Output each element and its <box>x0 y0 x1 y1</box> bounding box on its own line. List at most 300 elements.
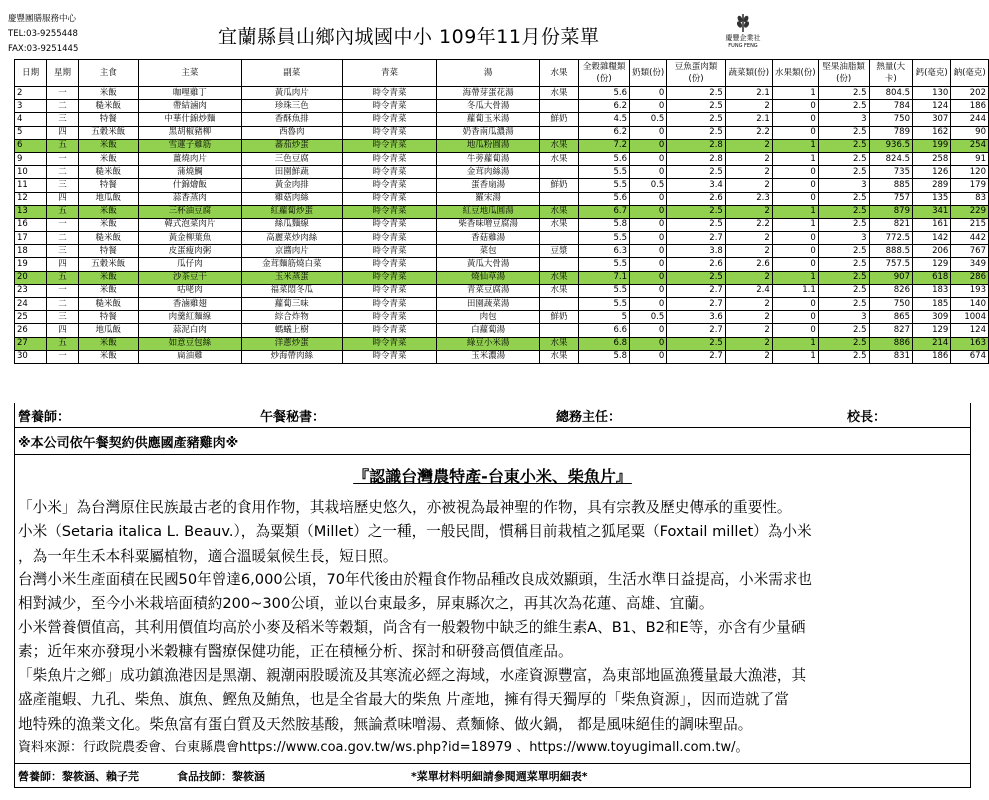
menu-cell: 2 <box>15 87 47 100</box>
menu-cell: 時令青菜 <box>342 232 437 245</box>
menu-cell: 水果 <box>539 284 578 297</box>
menu-cell: 0 <box>772 298 818 311</box>
menu-cell: 肉包 <box>437 311 540 324</box>
menu-cell: 5.6 <box>579 87 630 100</box>
menu-row <box>15 350 989 363</box>
menu-cell: 紅蘿蔔炒蛋 <box>241 205 342 218</box>
sign-dietitian: 營養師： <box>18 410 71 425</box>
menu-cell <box>539 232 578 245</box>
column-header: 豆魚蛋肉類(份) <box>667 60 726 87</box>
menu-cell: 一 <box>47 284 78 297</box>
menu-cell: 2.5 <box>667 113 726 126</box>
menu-cell: 紅豆地瓜圓湯 <box>437 205 540 218</box>
menu-cell: 5.8 <box>579 350 630 363</box>
article-paragraph-millet-intro: 「小米」為台灣原住民族最古老的食用作物，其栽培歷史悠久，亦被視為最神聖的作物，具有宗教及歷史傳承的重要性。 小米（Setaria italica L. Beauv.），為粟類（Millet）之一種，一般民間，慣稱目前栽植之狐尾粟（Foxtail millet）為小米 ，為一年生禾本科粟屬植物，適合溫暖氣候生長，短日照。 <box>18 499 812 565</box>
menu-cell: 2 <box>725 179 772 192</box>
menu-cell: 289 <box>912 179 950 192</box>
menu-cell: 5.5 <box>579 179 630 192</box>
menu-cell: 83 <box>951 192 989 205</box>
menu-cell: 865 <box>869 311 912 324</box>
menu-cell: 3 <box>818 311 869 324</box>
menu-cell: 7.2 <box>579 139 630 152</box>
menu-cell: 0.5 <box>629 311 666 324</box>
menu-cell: 京醬肉片 <box>241 245 342 258</box>
menu-cell: 一 <box>47 152 78 165</box>
menu-cell: 水果 <box>539 337 578 350</box>
menu-cell: 蒲燒鯛 <box>138 166 241 179</box>
sign-secretary: 午餐秘書： <box>260 410 326 425</box>
menu-cell: 750 <box>869 113 912 126</box>
menu-cell: 25 <box>15 311 47 324</box>
menu-cell: 0 <box>772 324 818 337</box>
menu-cell: 青菜豆腐湯 <box>437 284 540 297</box>
column-header: 熱量(大卡) <box>869 60 912 87</box>
menu-cell: 柴香味噌豆腐湯 <box>437 218 540 231</box>
article-title-text: 『認識台灣農特產-台東小米、柴魚片』 <box>353 467 632 486</box>
menu-cell: 0 <box>629 100 666 113</box>
menu-cell: 黃金柳葉魚 <box>138 232 241 245</box>
menu-cell: 0 <box>629 298 666 311</box>
menu-cell: 824.5 <box>869 152 912 165</box>
menu-cell: 2.5 <box>818 100 869 113</box>
menu-cell: 肉羹紅麵線 <box>138 311 241 324</box>
menu-cell: 時令青菜 <box>342 179 437 192</box>
menu-cell: 767 <box>951 245 989 258</box>
menu-row <box>15 179 989 192</box>
menu-cell: 2 <box>725 311 772 324</box>
menu-cell: 1 <box>772 271 818 284</box>
menu-cell: 三 <box>47 113 78 126</box>
column-header: 水果類(份) <box>772 60 818 87</box>
menu-cell: 885 <box>869 179 912 192</box>
menu-cell: 洋蔥炒蛋 <box>241 337 342 350</box>
menu-cell: 179 <box>951 179 989 192</box>
menu-cell: 2.5 <box>818 166 869 179</box>
menu-cell <box>539 126 578 139</box>
menu-cell: 2.5 <box>818 337 869 350</box>
menu-cell: 絲瓜麵線 <box>241 218 342 231</box>
menu-cell: 772.5 <box>869 232 912 245</box>
menu-cell: 0 <box>629 205 666 218</box>
menu-cell: 0 <box>629 192 666 205</box>
menu-cell: 3.8 <box>667 245 726 258</box>
menu-cell: 2 <box>725 245 772 258</box>
menu-cell: 244 <box>951 113 989 126</box>
menu-cell: 186 <box>912 350 950 363</box>
menu-cell: 0 <box>772 245 818 258</box>
menu-cell: 三 <box>47 245 78 258</box>
menu-cell: 3 <box>15 100 47 113</box>
menu-cell: 2.5 <box>818 245 869 258</box>
menu-cell: 沙茶豆干 <box>138 271 241 284</box>
menu-cell: 142 <box>912 232 950 245</box>
menu-cell: 蛋香扇湯 <box>437 179 540 192</box>
menu-cell: 5.5 <box>579 298 630 311</box>
menu-table <box>14 59 989 364</box>
menu-cell: 五 <box>47 337 78 350</box>
notice-text: ※本公司依午餐契約供應國產豬雞肉※ <box>18 436 239 451</box>
menu-cell: 四 <box>47 192 78 205</box>
menu-cell: 四 <box>47 324 78 337</box>
menu-cell: 雪蓮子雞筋 <box>138 139 241 152</box>
pork-notice <box>14 427 971 455</box>
menu-cell: 咕咾肉 <box>138 284 241 297</box>
footer-note: *菜單材料明細請參閱週菜單明細表* <box>411 770 588 783</box>
menu-cell: 水果 <box>539 271 578 284</box>
menu-cell: 0 <box>629 245 666 258</box>
menu-cell: 玉米濃湯 <box>437 350 540 363</box>
menu-cell: 白蘿蔔湯 <box>437 324 540 337</box>
footer-technician: 食品技師：黎筱涵 <box>177 770 265 783</box>
sign-director: 總務主任： <box>556 410 622 425</box>
menu-cell: 936.5 <box>869 139 912 152</box>
menu-cell: 1 <box>772 337 818 350</box>
menu-cell: 442 <box>951 232 989 245</box>
menu-cell: 2.7 <box>667 298 726 311</box>
menu-cell: 2.4 <box>725 284 772 297</box>
menu-cell: 2 <box>725 337 772 350</box>
menu-cell: 糙米飯 <box>78 232 138 245</box>
menu-cell: 2.5 <box>818 350 869 363</box>
menu-cell: 6.3 <box>579 245 630 258</box>
menu-cell: 2.7 <box>667 284 726 297</box>
menu-cell: 341 <box>912 205 950 218</box>
menu-cell: 821 <box>869 218 912 231</box>
menu-cell: 0 <box>629 271 666 284</box>
menu-cell <box>539 100 578 113</box>
menu-cell: 202 <box>951 87 989 100</box>
menu-row <box>15 218 989 231</box>
article-paragraph-millet-nutrition: 小米營養價值高，其利用價值均高於小麥及稻米等穀類，尚含有一般穀物中缺乏的維生素A、B1、B2和E等，亦含有少量硒 素；近年來亦發現小米穀糠有醫療保健功能，正在積極分析、探討和研發高價值產品。 <box>18 619 806 661</box>
menu-cell: 163 <box>951 337 989 350</box>
menu-cell: 二 <box>47 100 78 113</box>
menu-cell: 1.1 <box>772 284 818 297</box>
menu-cell: 一 <box>47 218 78 231</box>
menu-cell: 0 <box>629 337 666 350</box>
menu-cell: 286 <box>951 271 989 284</box>
menu-cell: 時令青菜 <box>342 311 437 324</box>
menu-cell: 香酥魚排 <box>241 113 342 126</box>
menu-cell: 米飯 <box>78 284 138 297</box>
menu-cell: 二 <box>47 298 78 311</box>
menu-cell: 24 <box>15 298 47 311</box>
menu-cell: 米飯 <box>78 139 138 152</box>
footer-dietitians: 營養師：黎筱涵、賴子芫 <box>18 770 139 783</box>
menu-cell: 254 <box>951 139 989 152</box>
menu-cell: 蒜香蒸肉 <box>138 192 241 205</box>
menu-cell: 6 <box>15 139 47 152</box>
menu-cell: 2.5 <box>818 271 869 284</box>
menu-cell: 183 <box>912 284 950 297</box>
menu-cell: 水果 <box>539 205 578 218</box>
menu-cell: 2 <box>725 298 772 311</box>
menu-cell: 糙米飯 <box>78 298 138 311</box>
menu-cell: 2 <box>725 350 772 363</box>
menu-cell: 五 <box>47 271 78 284</box>
menu-cell: 2.5 <box>818 205 869 218</box>
menu-cell: 二 <box>47 166 78 179</box>
menu-header <box>0 0 989 60</box>
menu-cell: 什錦燴飯 <box>138 179 241 192</box>
menu-cell: 薑燒肉片 <box>138 152 241 165</box>
menu-cell: 0 <box>629 324 666 337</box>
menu-row <box>15 271 989 284</box>
menu-cell: 11 <box>15 179 47 192</box>
menu-cell: 咖哩雞丁 <box>138 87 241 100</box>
menu-cell: 886 <box>869 337 912 350</box>
menu-cell: 時令青菜 <box>342 271 437 284</box>
column-header: 鈣(毫克) <box>912 60 950 87</box>
menu-cell: 特餐 <box>78 179 138 192</box>
menu-cell: 206 <box>912 245 950 258</box>
menu-cell: 蘿蔔玉米湯 <box>437 113 540 126</box>
menu-cell: 5.5 <box>579 284 630 297</box>
menu-cell: 618 <box>912 271 950 284</box>
menu-cell: 2.5 <box>818 324 869 337</box>
menu-cell: 2 <box>725 271 772 284</box>
menu-cell: 時令青菜 <box>342 113 437 126</box>
menu-cell: 0 <box>629 87 666 100</box>
page-title: 宜蘭縣員山鄉內城國中小 109年11月份菜單 <box>218 26 600 48</box>
menu-cell: 時令青菜 <box>342 324 437 337</box>
menu-cell: 0 <box>629 258 666 271</box>
menu-cell: 5.5 <box>579 258 630 271</box>
menu-cell: 牛蒡蘿蔔湯 <box>437 152 540 165</box>
menu-cell: 0 <box>629 139 666 152</box>
menu-cell <box>539 298 578 311</box>
logo-text: 慶豐企業社 <box>725 34 761 42</box>
column-header: 湯 <box>437 60 540 87</box>
menu-cell: 2.5 <box>818 218 869 231</box>
menu-cell: 30 <box>15 350 47 363</box>
menu-cell: 0 <box>629 284 666 297</box>
menu-cell: 中華什錦炒麵 <box>138 113 241 126</box>
menu-cell: 750 <box>869 298 912 311</box>
menu-cell: 0 <box>629 152 666 165</box>
org-name: 慶豐團膳服務中心 <box>8 14 77 24</box>
menu-cell: 6.8 <box>579 337 630 350</box>
menu-cell: 2 <box>725 100 772 113</box>
menu-cell: 五 <box>47 139 78 152</box>
menu-cell: 0 <box>772 126 818 139</box>
menu-cell: 水果 <box>539 152 578 165</box>
menu-cell: 307 <box>912 113 950 126</box>
menu-cell: 13 <box>15 205 47 218</box>
menu-cell: 831 <box>869 350 912 363</box>
menu-cell: 214 <box>912 337 950 350</box>
menu-cell: 90 <box>951 126 989 139</box>
menu-cell: 5 <box>15 126 47 139</box>
menu-cell: 126 <box>912 166 950 179</box>
menu-cell: 735 <box>869 166 912 179</box>
menu-cell: 綜合炸物 <box>241 311 342 324</box>
column-header: 全穀雜糧類(份) <box>579 60 630 87</box>
menu-row <box>15 284 989 297</box>
menu-cell: 7.1 <box>579 271 630 284</box>
menu-cell: 2.5 <box>818 87 869 100</box>
menu-cell: 時令青菜 <box>342 245 437 258</box>
menu-cell: 0 <box>629 350 666 363</box>
menu-cell: 789 <box>869 126 912 139</box>
menu-cell: 1 <box>772 152 818 165</box>
menu-cell: 米飯 <box>78 205 138 218</box>
menu-cell: 229 <box>951 205 989 218</box>
menu-cell: 2.5 <box>818 126 869 139</box>
menu-cell: 米飯 <box>78 337 138 350</box>
menu-cell: 地瓜飯 <box>78 192 138 205</box>
menu-cell: 冬瓜大骨湯 <box>437 100 540 113</box>
menu-cell: 129 <box>912 258 950 271</box>
menu-cell: 時令青菜 <box>342 298 437 311</box>
menu-cell: 124 <box>951 324 989 337</box>
menu-cell: 757 <box>869 192 912 205</box>
menu-cell: 17 <box>15 232 47 245</box>
menu-cell: 1 <box>772 350 818 363</box>
menu-cell: 米飯 <box>78 218 138 231</box>
menu-row <box>15 113 989 126</box>
menu-cell: 907 <box>869 271 912 284</box>
menu-cell: 0 <box>629 126 666 139</box>
menu-cell: 0 <box>772 113 818 126</box>
menu-cell: 6.2 <box>579 126 630 139</box>
menu-row <box>15 245 989 258</box>
menu-cell: 時令青菜 <box>342 100 437 113</box>
menu-cell: 140 <box>951 298 989 311</box>
menu-cell: 地瓜飯 <box>78 324 138 337</box>
menu-cell: 0 <box>772 192 818 205</box>
menu-cell: 時令青菜 <box>342 337 437 350</box>
tel-number: TEL:03-9255448 <box>8 29 78 39</box>
menu-cell: 162 <box>912 126 950 139</box>
menu-cell: 一 <box>47 350 78 363</box>
menu-cell: 9 <box>15 152 47 165</box>
article-source: 資料來源：行政院農委會、台東縣農會https://www.coa.gov.tw/ws.php?id=18979 、https://www.toyugimall.com.tw/。 <box>18 740 749 755</box>
menu-cell: 193 <box>951 284 989 297</box>
menu-cell: 珍珠三色 <box>241 100 342 113</box>
menu-cell: 時令青菜 <box>342 205 437 218</box>
menu-cell: 糙米飯 <box>78 100 138 113</box>
menu-cell: 5.5 <box>579 166 630 179</box>
company-logo <box>718 12 768 52</box>
menu-cell: 2.5 <box>818 284 869 297</box>
menu-cell: 1 <box>772 205 818 218</box>
menu-cell: 1004 <box>951 311 989 324</box>
article-paragraph-millet-area: 台灣小米生產面積在民國50年曾達6,000公頃，70年代後由於糧食作物品種改良成效顯頭，生活水準日益提高，小米需求也 相對減少，至今小米栽培面積約200~300公頃，並以台東最多，屏東縣次之，再其次為花蓮、高雄、宜蘭。 <box>18 571 813 613</box>
menu-cell: 時令青菜 <box>342 350 437 363</box>
menu-cell: 879 <box>869 205 912 218</box>
column-header: 蔬菜類(份) <box>725 60 772 87</box>
footer-row <box>14 763 971 788</box>
menu-cell: 185 <box>912 298 950 311</box>
menu-cell: 2.8 <box>667 139 726 152</box>
menu-cell: 5.6 <box>579 152 630 165</box>
menu-cell: 2.1 <box>725 113 772 126</box>
menu-cell: 0 <box>772 258 818 271</box>
menu-cell: 海帶芽蛋花湯 <box>437 87 540 100</box>
menu-cell: 田園鮮蔬 <box>241 166 342 179</box>
menu-cell: 扁油雞 <box>138 350 241 363</box>
menu-cell: 西魯肉 <box>241 126 342 139</box>
menu-cell: 4 <box>15 113 47 126</box>
menu-cell: 2.6 <box>667 258 726 271</box>
article-title <box>15 464 970 487</box>
menu-cell: 瓜仔肉 <box>138 258 241 271</box>
column-header: 青菜 <box>342 60 437 87</box>
menu-cell: 0 <box>772 232 818 245</box>
menu-cell: 4.5 <box>579 113 630 126</box>
menu-cell: 特餐 <box>78 245 138 258</box>
menu-cell: 皮蛋瘦肉粥 <box>138 245 241 258</box>
menu-cell: 10 <box>15 166 47 179</box>
menu-cell: 1 <box>772 218 818 231</box>
menu-cell: 309 <box>912 311 950 324</box>
menu-cell: 鮮奶 <box>539 311 578 324</box>
menu-cell: 2.5 <box>667 166 726 179</box>
menu-cell: 12 <box>15 192 47 205</box>
menu-cell: 高麗菜炒肉絲 <box>241 232 342 245</box>
menu-row <box>15 192 989 205</box>
menu-cell: 5.8 <box>579 218 630 231</box>
menu-cell: 黃瓜肉片 <box>241 87 342 100</box>
column-header: 主食 <box>78 60 138 87</box>
menu-cell: 0.5 <box>629 179 666 192</box>
menu-cell: 0 <box>772 100 818 113</box>
menu-cell: 3 <box>818 232 869 245</box>
menu-cell: 地瓜粉圓湯 <box>437 139 540 152</box>
menu-cell: 炒海帶肉絲 <box>241 350 342 363</box>
menu-cell: 水果 <box>539 139 578 152</box>
menu-cell: 3.4 <box>667 179 726 192</box>
column-header: 日期 <box>15 60 47 87</box>
menu-cell: 2.8 <box>667 152 726 165</box>
menu-cell: 18 <box>15 245 47 258</box>
menu-cell: 804.5 <box>869 87 912 100</box>
menu-cell: 5.5 <box>579 232 630 245</box>
menu-cell: 0 <box>629 218 666 231</box>
menu-cell: 福菜悶冬瓜 <box>241 284 342 297</box>
menu-cell: 215 <box>951 218 989 231</box>
column-header: 水果 <box>539 60 578 87</box>
menu-cell: 五 <box>47 205 78 218</box>
menu-cell: 27 <box>15 337 47 350</box>
menu-cell: 2.5 <box>667 205 726 218</box>
menu-cell: 黃瓜大骨湯 <box>437 258 540 271</box>
menu-cell: 2.5 <box>818 298 869 311</box>
menu-cell: 827 <box>869 324 912 337</box>
menu-cell: 米飯 <box>78 350 138 363</box>
menu-row <box>15 100 989 113</box>
menu-cell: 2.5 <box>818 258 869 271</box>
menu-cell: 四 <box>47 258 78 271</box>
menu-cell <box>539 258 578 271</box>
menu-cell <box>539 192 578 205</box>
menu-cell: 0 <box>772 311 818 324</box>
menu-cell: 20 <box>15 271 47 284</box>
menu-cell: 135 <box>912 192 950 205</box>
menu-cell: 如意豆包絲 <box>138 337 241 350</box>
menu-cell: 2.5 <box>667 126 726 139</box>
menu-cell: 16 <box>15 218 47 231</box>
contact-info <box>8 12 78 57</box>
menu-cell: 2.6 <box>667 192 726 205</box>
menu-row <box>15 126 989 139</box>
menu-cell: 香菇雞湯 <box>437 232 540 245</box>
menu-cell: 田園蔬菜湯 <box>437 298 540 311</box>
menu-cell: 黃金肉排 <box>241 179 342 192</box>
menu-cell: 水果 <box>539 350 578 363</box>
menu-row <box>15 311 989 324</box>
menu-cell: 糙米飯 <box>78 166 138 179</box>
